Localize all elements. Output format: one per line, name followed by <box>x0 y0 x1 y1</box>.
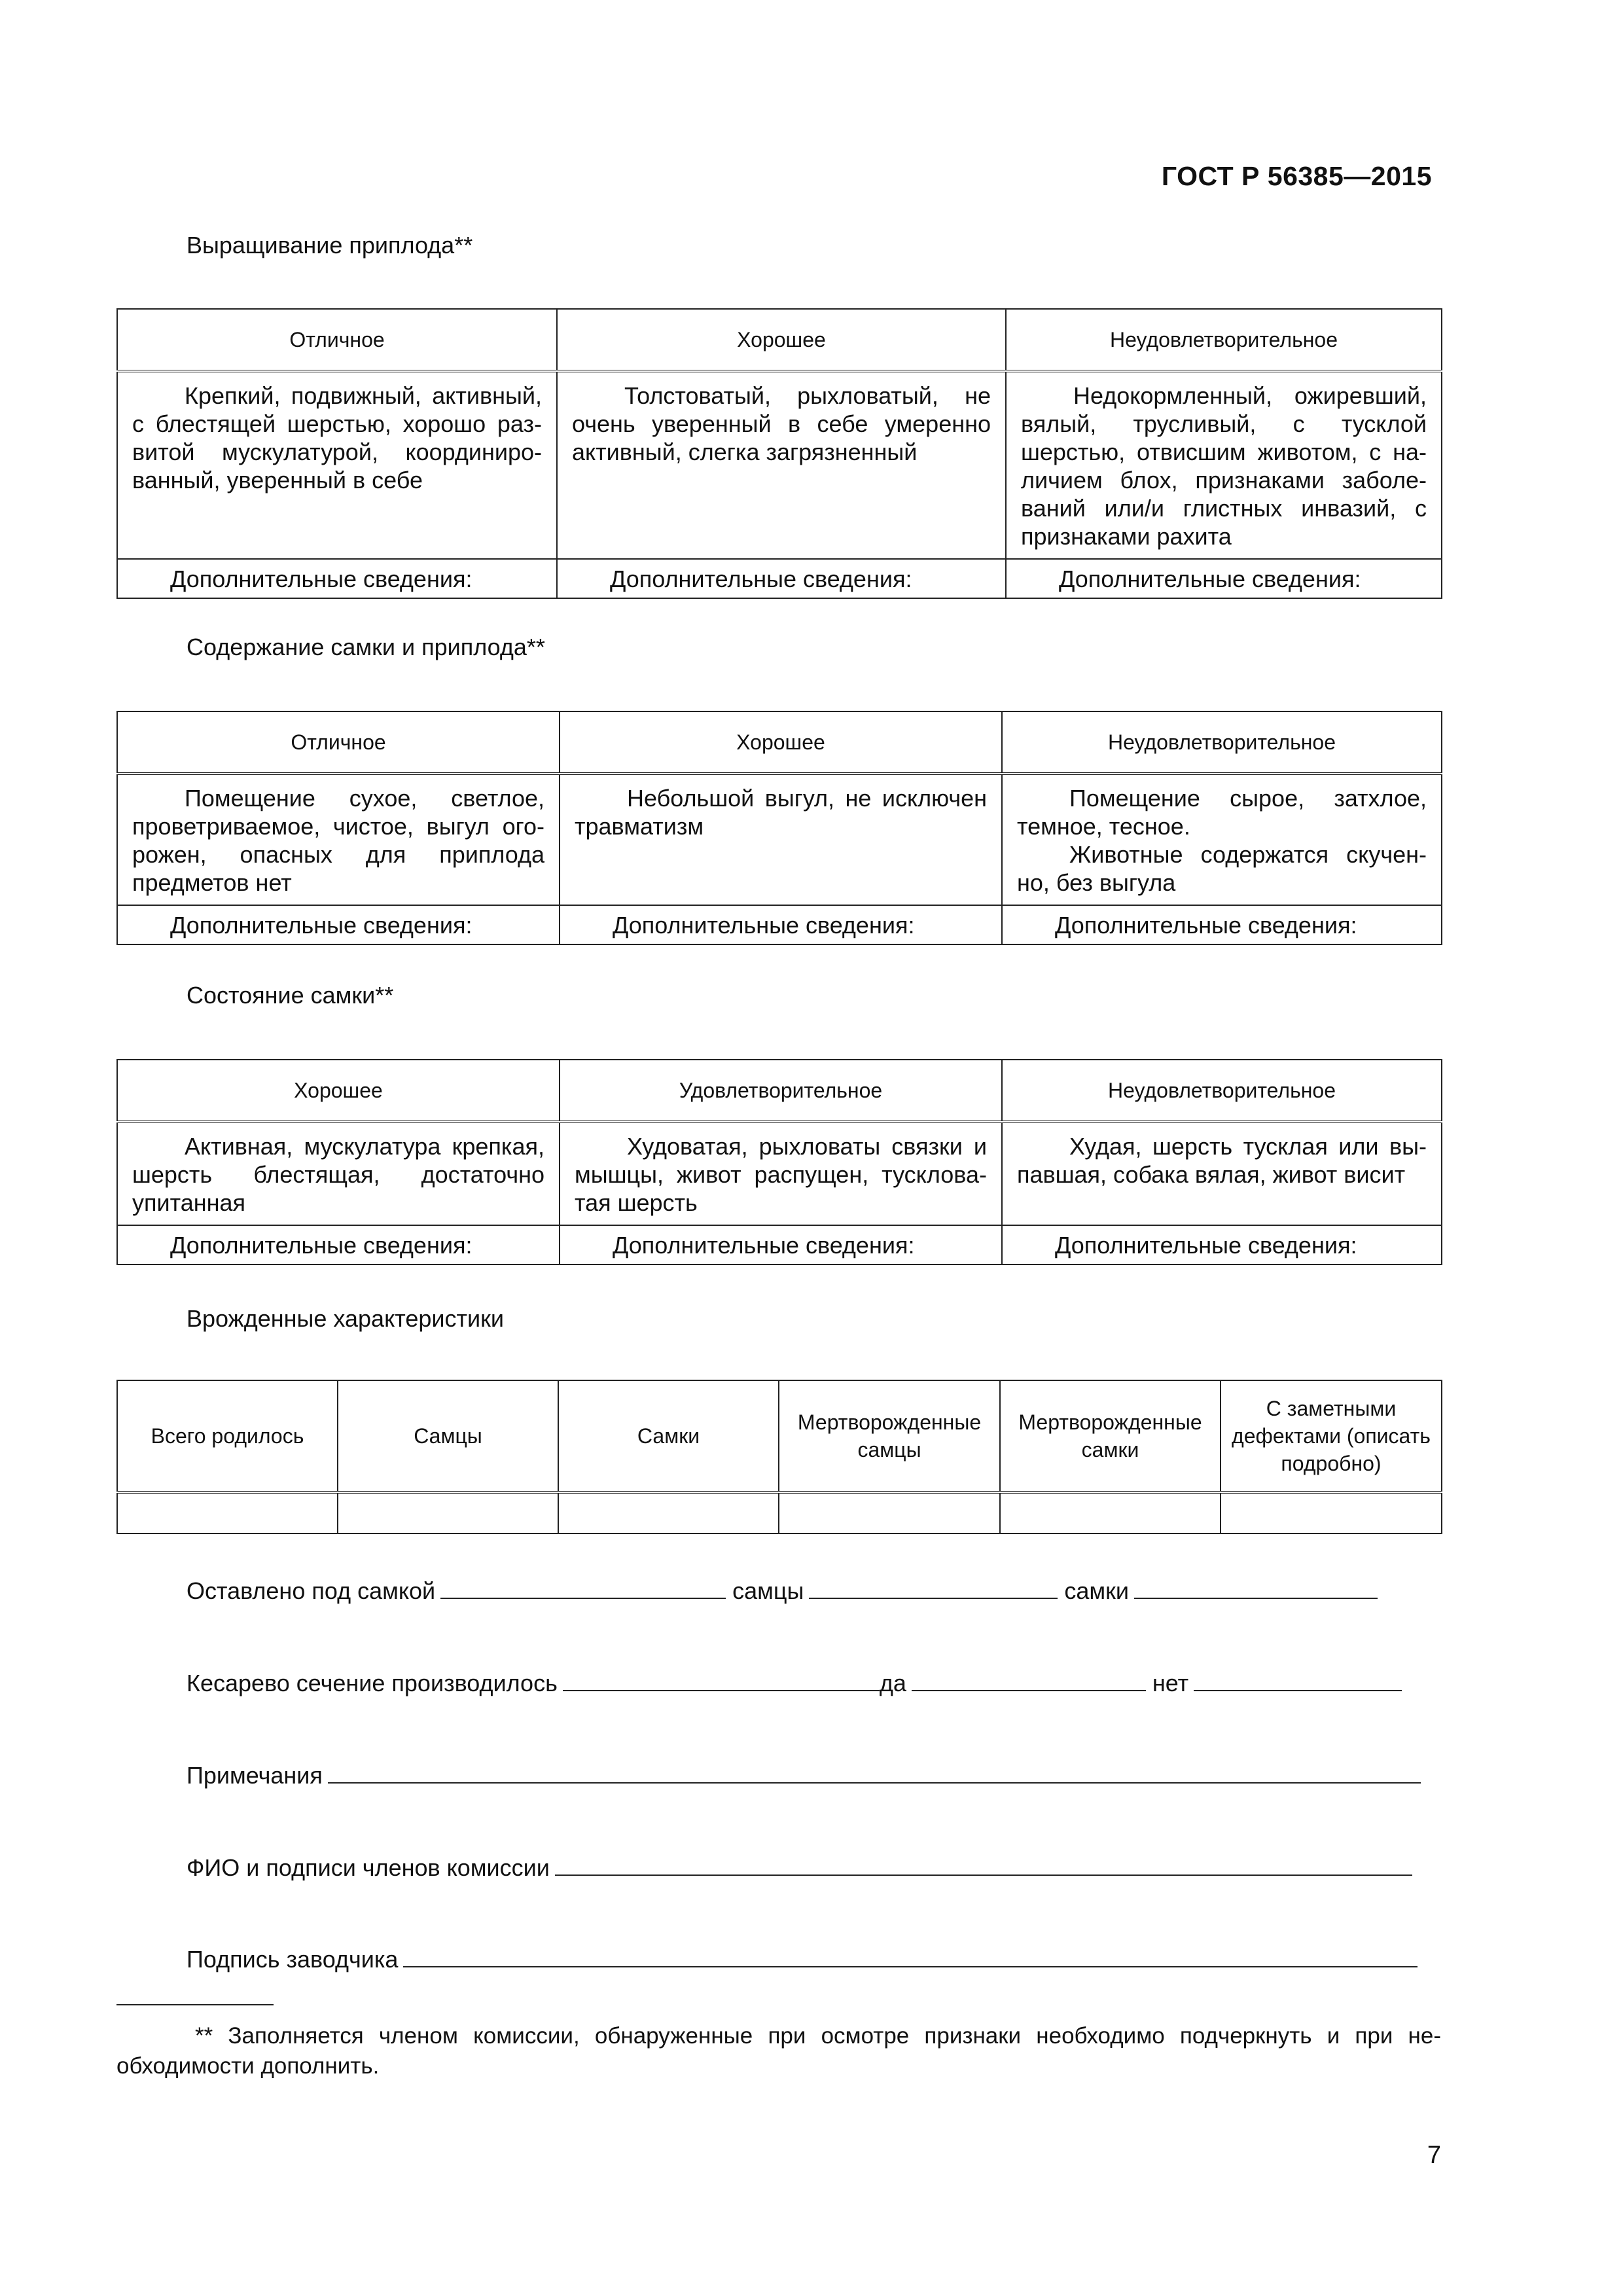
table-row <box>117 774 1442 905</box>
left-with-female-row <box>187 1577 1384 1605</box>
field-label: самки <box>1064 1577 1130 1604</box>
input-cell[interactable] <box>338 1492 558 1534</box>
extra-info-cell[interactable]: Дополнительные сведения: <box>1002 1225 1442 1265</box>
notes-input[interactable] <box>328 1763 1421 1784</box>
column-header: Самцы <box>338 1380 558 1492</box>
extra-info-cell[interactable]: Дополнительные сведения: <box>117 559 557 598</box>
extra-info-cell[interactable]: Дополнительные сведения: <box>117 1225 560 1265</box>
description-cell: Толстоватый, рыхловатый, не очень уверенный в себе умеренно активный, слегка загрязненный <box>557 371 1006 559</box>
table-row <box>117 1122 1442 1225</box>
extra-info-cell[interactable]: Дополнительные сведения: <box>557 559 1006 598</box>
extra-info-cell[interactable]: Дополнительные сведения: <box>560 1225 1002 1265</box>
document-code: ГОСТ Р 56385—2015 <box>1161 161 1432 191</box>
table-row <box>117 371 1442 559</box>
column-header: С заметными дефектами (описать подробно) <box>1221 1380 1442 1492</box>
column-header: Неудовлетворительное <box>1006 309 1442 371</box>
table-row <box>117 1225 1442 1265</box>
column-header: Хорошее <box>117 1060 560 1122</box>
breeder-row <box>187 1946 1424 1973</box>
extra-info-cell[interactable]: Дополнительные сведения: <box>560 905 1002 944</box>
congenital-table <box>116 1380 1442 1534</box>
males-count-input[interactable] <box>809 1578 1058 1599</box>
description-cell: Худая, шерсть тусклая или выпавшая, собака вялая, живот висит <box>1002 1122 1442 1225</box>
input-cell[interactable] <box>117 1492 338 1534</box>
extra-info-cell[interactable]: Дополнительные сведения: <box>1006 559 1442 598</box>
caesarean-yes-input[interactable] <box>912 1670 1146 1691</box>
field-label: Подпись заводчика <box>187 1946 399 1973</box>
table-header-row <box>117 309 1442 371</box>
table-row <box>117 905 1442 944</box>
field-label: нет <box>1152 1670 1189 1696</box>
breeder-signature-input[interactable] <box>403 1946 1418 1967</box>
table-header-row <box>117 1060 1442 1122</box>
field-label: Примечания <box>187 1762 323 1789</box>
footnote-divider <box>116 2004 274 2005</box>
page-number: 7 <box>1427 2142 1441 2169</box>
footnote: ** Заполняется членом комиссии, обнаруженные при осмотре признаки необходимо подчеркнуть и при необходимости дополнить. <box>116 2023 1441 2079</box>
field-label: Оставлено под самкой <box>187 1577 436 1604</box>
field-label: Кесарево сечение производилось <box>187 1670 558 1696</box>
column-header: Удовлетворительное <box>560 1060 1002 1122</box>
field-label: ФИО и подписи членов комиссии <box>187 1854 550 1881</box>
field-label: да <box>879 1670 906 1696</box>
caesarean-row <box>187 1670 1408 1697</box>
column-header: Мертворожденные самцы <box>779 1380 1000 1492</box>
female-condition-table <box>116 1059 1442 1265</box>
description-cell: Недокормленный, ожиревший, вялый, трусливый, с тусклой шерстью, отвисшим животом, с наличием блох, признаками заболеваний или/и глистных инвазий, с признаками рахита <box>1006 371 1442 559</box>
notes-row <box>187 1762 1427 1789</box>
column-header: Мертворожденные самки <box>1000 1380 1221 1492</box>
females-count-input[interactable] <box>1134 1578 1378 1599</box>
column-header: Самки <box>558 1380 779 1492</box>
field-label: самцы <box>732 1577 804 1604</box>
input-cell[interactable] <box>1000 1492 1221 1534</box>
description-cell: Помещение сухое, светлое, проветриваемое, чистое, выгул огорожен, опасных для приплода предметов нет <box>117 774 560 905</box>
housing-table <box>116 711 1442 945</box>
input-cell[interactable] <box>1221 1492 1442 1534</box>
description-cell: Небольшой выгул, не исключен травматизм <box>560 774 1002 905</box>
description-cell: Активная, мускулатура крепкая, шерсть блестящая, достаточно упитанная <box>117 1122 560 1225</box>
column-header: Неудовлетворительное <box>1002 1060 1442 1122</box>
commission-input[interactable] <box>555 1855 1412 1876</box>
column-header: Неудовлетворительное <box>1002 711 1442 774</box>
section-title-congenital: Врожденные характеристики <box>187 1305 504 1332</box>
table-row <box>117 559 1442 598</box>
input-cell[interactable] <box>779 1492 1000 1534</box>
section-title-housing: Содержание самки и приплода** <box>187 634 545 660</box>
description-cell: Крепкий, подвижный, активный, с блестящей шерстью, хорошо развитой мускулатурой, координированный, уверенный в себе <box>117 371 557 559</box>
input-cell[interactable] <box>558 1492 779 1534</box>
extra-info-cell[interactable]: Дополнительные сведения: <box>117 905 560 944</box>
table-header-row <box>117 1380 1442 1492</box>
description-cell: Худоватая, рыхловаты связки и мышцы, живот распущен, тускловатая шерсть <box>560 1122 1002 1225</box>
column-header: Отличное <box>117 309 557 371</box>
column-header: Всего родилось <box>117 1380 338 1492</box>
table-row <box>117 1492 1442 1534</box>
column-header: Хорошее <box>560 711 1002 774</box>
column-header: Хорошее <box>557 309 1006 371</box>
caesarean-input[interactable] <box>563 1670 880 1691</box>
section-title-offspring-rearing: Выращивание приплода** <box>187 232 473 259</box>
left-with-female-input[interactable] <box>440 1578 726 1599</box>
table-header-row <box>117 711 1442 774</box>
description-cell: Помещение сырое, затхлое, темное, тесное. Животные содержатся скученно, без выгула <box>1002 774 1442 905</box>
section-title-female-condition: Состояние самки** <box>187 982 394 1009</box>
commission-row <box>187 1854 1419 1882</box>
column-header: Отличное <box>117 711 560 774</box>
offspring-rearing-table <box>116 308 1442 599</box>
caesarean-no-input[interactable] <box>1194 1670 1402 1691</box>
extra-info-cell[interactable]: Дополнительные сведения: <box>1002 905 1442 944</box>
